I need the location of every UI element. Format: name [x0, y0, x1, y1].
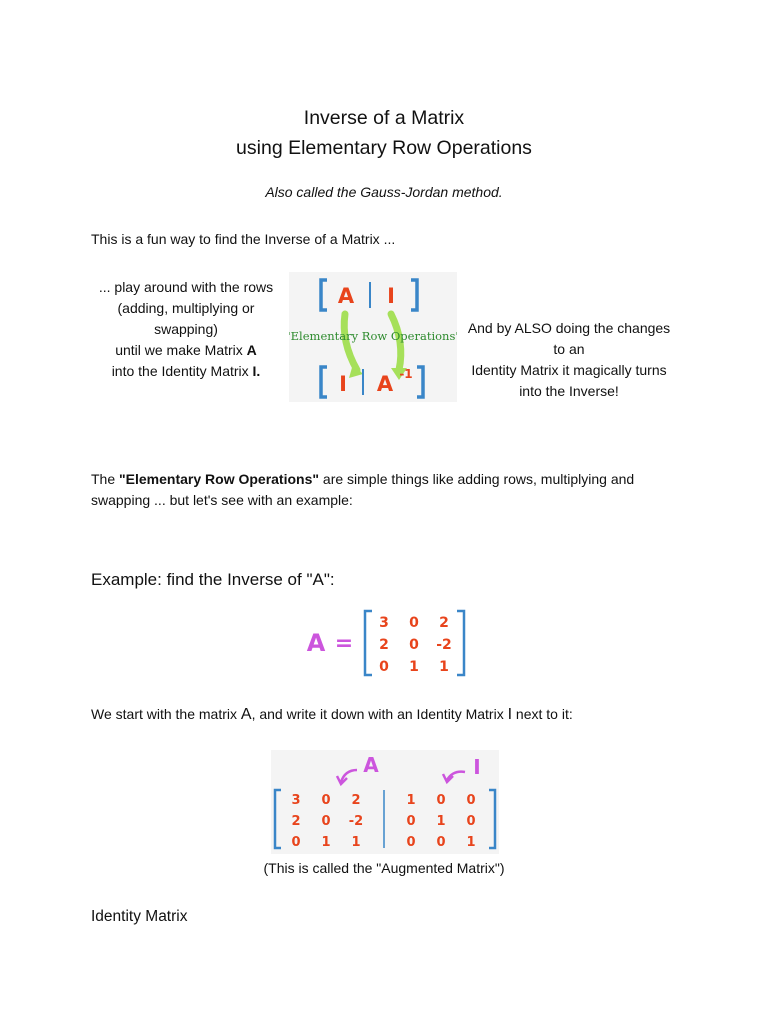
- bottom-left-letter: I: [339, 372, 347, 396]
- example-heading: Example: find the Inverse of "A":: [91, 570, 335, 589]
- matrix-cell: 1: [466, 835, 476, 850]
- left-line-1: ... play around with the rows: [98, 279, 274, 295]
- matrix-cell: 1: [321, 835, 331, 850]
- right-line-2: to an: [553, 341, 585, 357]
- matrix-cell: 2: [291, 814, 301, 829]
- matrix-cell: 0: [466, 793, 476, 808]
- title-line-2: using Elementary Row Operations: [236, 137, 532, 159]
- matrix-cell: 0: [409, 615, 419, 631]
- matrix-cell: 3: [379, 615, 389, 631]
- matrix-cell: 1: [409, 659, 419, 675]
- top-left-letter: A: [337, 284, 355, 308]
- ero-paragraph: [91, 469, 691, 511]
- matrix-cell: 1: [436, 814, 446, 829]
- matrix-a-right-bracket: [457, 611, 464, 675]
- matrix-cell: 0: [321, 793, 331, 808]
- ero-diagram-svg: [289, 272, 457, 402]
- matrix-cell: 2: [351, 793, 361, 808]
- matrix-cell: -2: [436, 637, 452, 653]
- matrix-a-equals: =: [334, 631, 354, 656]
- matrix-a-figure: [300, 606, 472, 680]
- identity-heading: Identity Matrix: [91, 908, 188, 925]
- left-line-2: (adding, multiplying or: [117, 300, 255, 316]
- matrix-cell: 3: [291, 793, 301, 808]
- matrix-cell: 2: [439, 615, 449, 631]
- matrix-cell: 0: [291, 835, 301, 850]
- right-line-1: And by ALSO doing the changes: [467, 320, 671, 336]
- intro-text: This is a fun way to find the Inverse of a Matrix ...: [91, 231, 396, 247]
- start-text: We start with the matrix A, and write it down with an Identity Matrix I next to it:: [91, 706, 573, 723]
- matrix-a-name: A: [306, 629, 326, 657]
- ero-label: "Elementary Row Operations": [289, 329, 457, 343]
- subtitle: Also called the Gauss-Jordan method.: [265, 184, 503, 200]
- matrix-a-svg: [300, 606, 472, 680]
- augmented-matrix-figure: [271, 750, 499, 854]
- bottom-left-bracket: [321, 367, 327, 397]
- matrix-cell: 0: [436, 835, 446, 850]
- left-line-3: swapping): [154, 321, 218, 337]
- matrix-i-ref: I: [507, 706, 513, 723]
- augmented-left-cells: [291, 793, 363, 850]
- augmented-caption: (This is called the "Augmented Matrix"): [263, 860, 505, 876]
- matrix-cell: -2: [348, 814, 364, 829]
- matrix-cell: 0: [379, 659, 389, 675]
- left-line-5: into the Identity Matrix I.: [111, 363, 261, 379]
- top-right-bracket: [411, 280, 417, 310]
- matrix-a-left-bracket: [365, 611, 372, 675]
- augmented-matrix-svg: [271, 750, 499, 854]
- augmented-right-bracket: [489, 790, 495, 848]
- page-title: [0, 103, 768, 163]
- label-a: A: [363, 753, 379, 777]
- matrix-cell: 0: [466, 814, 476, 829]
- matrix-cell: 0: [409, 637, 419, 653]
- bottom-right-letter: A: [376, 372, 394, 396]
- ero-paragraph-line-2: swapping ... but let's see with an example:: [91, 492, 353, 508]
- label-i: I: [473, 755, 481, 779]
- matrix-a-cells: [379, 615, 452, 675]
- matrix-cell: 0: [436, 793, 446, 808]
- right-explanation: [458, 318, 680, 402]
- matrix-cell: 0: [406, 814, 416, 829]
- left-explanation: [88, 277, 284, 382]
- matrix-cell: 2: [379, 637, 389, 653]
- bottom-right-bracket: [417, 367, 423, 397]
- left-line-4: until we make Matrix A: [115, 342, 257, 358]
- matrix-cell: 1: [351, 835, 361, 850]
- top-right-letter: I: [387, 284, 395, 308]
- top-left-bracket: [321, 280, 327, 310]
- ero-paragraph-line-1: The "Elementary Row Operations" are simple things like adding rows, multiplying and: [91, 471, 635, 487]
- matrix-cell: 1: [439, 659, 449, 675]
- matrix-cell: 0: [321, 814, 331, 829]
- inverse-exponent: -1: [399, 367, 413, 381]
- matrix-cell: 0: [406, 835, 416, 850]
- title-line-1: Inverse of a Matrix: [303, 107, 465, 129]
- matrix-a-ref: A: [240, 706, 252, 723]
- matrix-cell: 1: [406, 793, 416, 808]
- ero-diagram: [289, 272, 457, 402]
- right-line-3: Identity Matrix it magically turns: [471, 362, 667, 378]
- augmented-left-bracket: [275, 790, 281, 848]
- augmented-right-cells: [406, 793, 475, 850]
- right-line-4: into the Inverse!: [519, 383, 619, 399]
